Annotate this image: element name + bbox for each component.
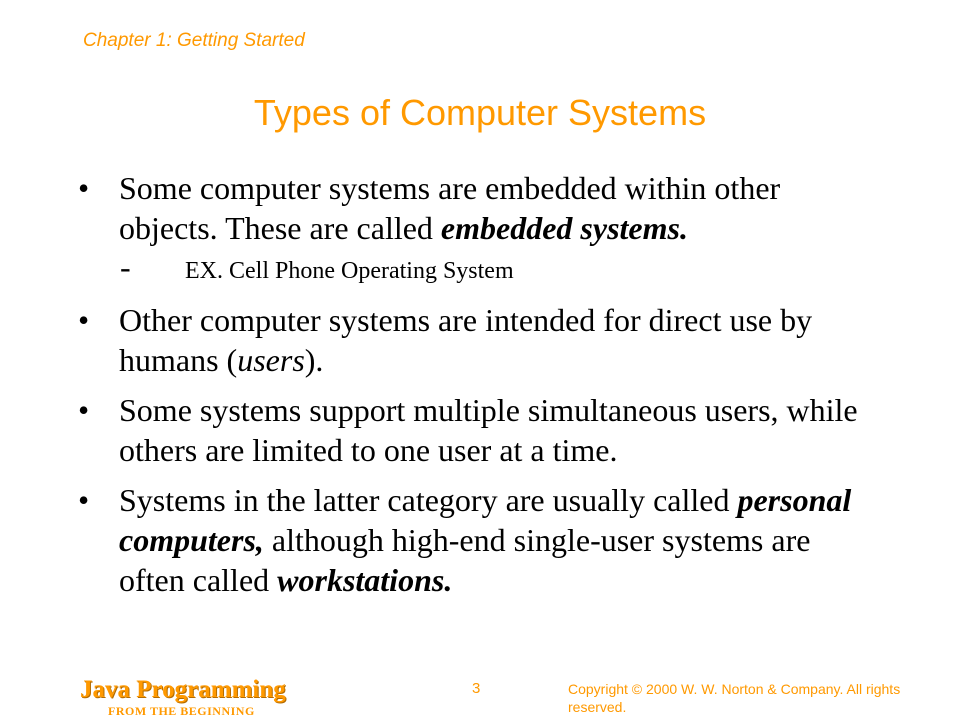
bullet-item (78, 480, 878, 600)
bullet-marker: • (78, 170, 90, 206)
bullet-list (78, 168, 878, 610)
bullet-text: Some computer systems are embedded within other objects. These are called (119, 170, 781, 246)
bullet-text: Some systems support multiple simultaneous users, while others are limited to one user at a time. (119, 392, 858, 468)
bullet-marker: • (78, 302, 90, 338)
sub-bullet-item (78, 249, 878, 288)
emphasis-term: embedded systems. (440, 210, 688, 246)
bullet-item (78, 168, 878, 248)
bullet-item (78, 390, 878, 470)
bullet-marker: • (78, 482, 90, 518)
bullet-text: Systems in the latter category are usually called (119, 482, 738, 518)
book-logo: Java Programming (80, 676, 286, 703)
bullet-text: Other computer systems are intended for direct use by humans ( (119, 302, 813, 378)
sub-bullet-text: EX. Cell Phone Operating System (185, 258, 514, 284)
slide-title: Types of Computer Systems (253, 92, 707, 133)
chapter-header: Chapter 1: Getting Started (83, 30, 305, 51)
sub-bullet-marker: - (120, 249, 131, 285)
emphasis-term: personal computers, (119, 482, 852, 558)
bullet-item (78, 300, 878, 380)
bullet-marker: • (78, 392, 90, 428)
emphasis-term: users (237, 342, 305, 378)
bullet-text-tail: ). (304, 342, 324, 378)
book-logo-subtitle: FROM THE BEGINNING (108, 704, 255, 718)
bullet-text-mid: although high-end single-user systems are often called (119, 522, 811, 598)
page-number: 3 (472, 680, 481, 697)
copyright-notice: Copyright © 2000 W. W. Norton & Company. All rights reserved. (568, 681, 901, 715)
emphasis-term: workstations. (277, 562, 453, 598)
